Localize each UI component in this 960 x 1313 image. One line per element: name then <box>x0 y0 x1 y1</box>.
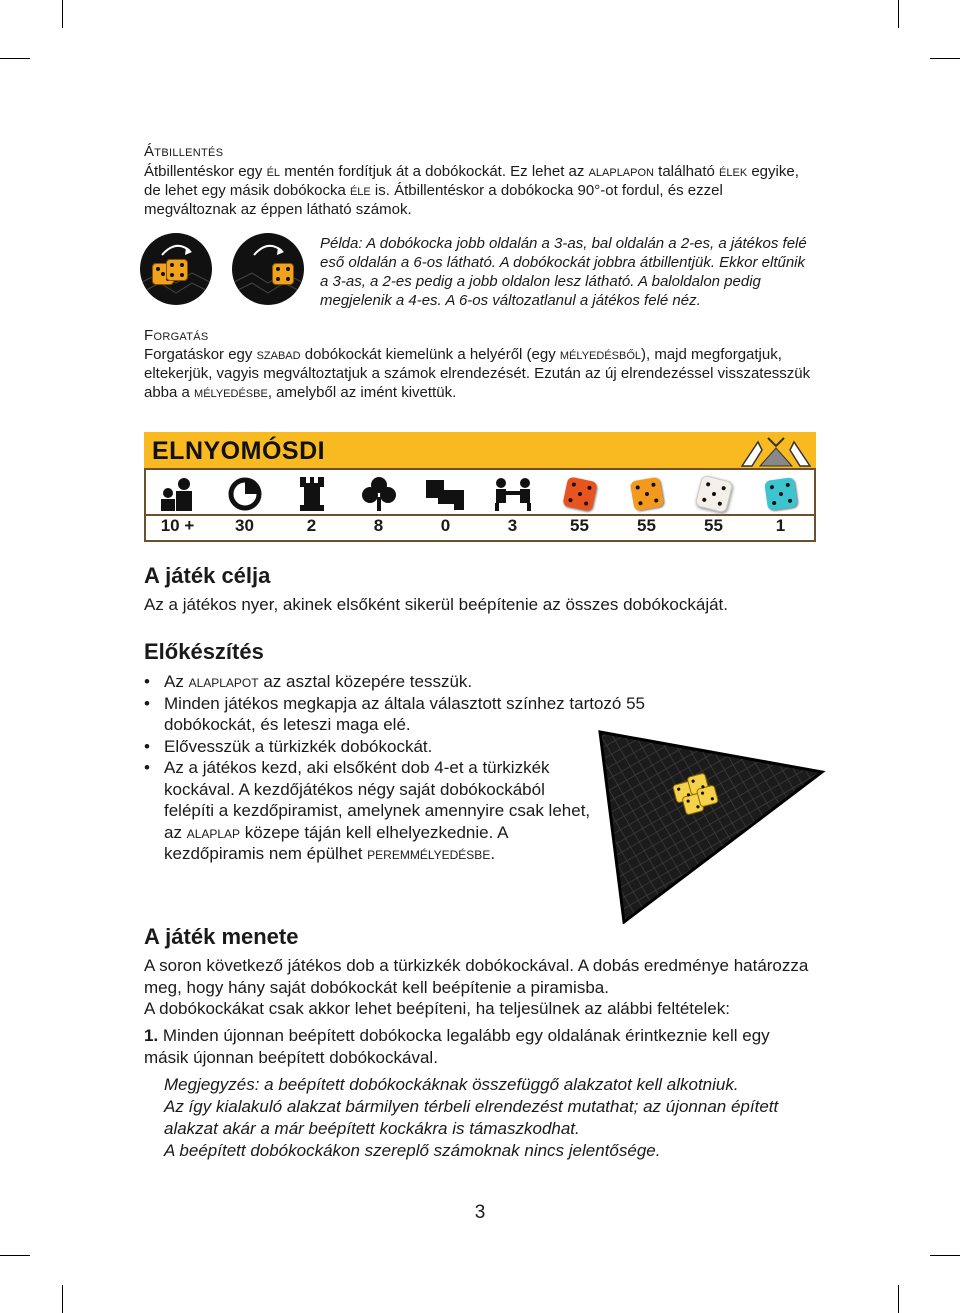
crop-mark <box>0 1255 30 1256</box>
tilt-before-illustration <box>140 233 212 305</box>
clock-icon <box>211 474 278 514</box>
crop-mark <box>62 1285 63 1313</box>
rotating-paragraph: Forgatáskor egy szabad dobókockát kiemelünk a helyéről (egy mélyedésből), majd megforgatjuk, eltekerjük, vagyis megváltoztatjuk a számok elrendezését. Ezután az új elrendezéssel visszatesszük abba a mélyedésbe, amelyből az imént kivettük. <box>144 346 811 401</box>
page-number: 3 <box>474 1202 486 1223</box>
note-block: Megjegyzés: a beépített dobókockáknak összefüggő alakzatot kell alkotniuk. Az így kialakuló alakzat bármilyen térbeli elrendezést mutathat; az újonnan épített alakzat akár a már beépített kockákra is támaszkodhat. A beépített dobókockákon szereplő számoknak nincs jelentősége. <box>164 1075 779 1160</box>
score-value: 8 <box>373 516 384 535</box>
flow-text-conditions: A dobókockákat csak akkor lehet beépíteni, ha teljesülnek az alábbi feltételek: <box>144 999 730 1018</box>
tower-icon <box>278 474 345 514</box>
list-item: • Az a játékos kezd, aki elsőként dob 4-et a türkizkék kockával. A kezdőjátékos négy saját dobókockából felépíti a kezdőpiramist, amelynek amennyire csak lehet, az alaplap közepe táján kell elhelyezkednie. A kezdőpiramis nem épülhet peremmélyedésbe. <box>144 757 594 865</box>
crop-mark <box>930 58 960 59</box>
section-heading-rotating: Forgatás <box>144 327 209 344</box>
orange-die-icon <box>613 474 680 514</box>
crop-mark <box>898 0 899 28</box>
score-value: 55 <box>637 516 656 535</box>
crop-mark <box>930 1255 960 1256</box>
tilting-example: Példa: A dobókocka jobb oldalán a 3-as, bal oldalán a 2-es, a játékos felé eső oldalán a 6-os látható. A dobókockát jobbra átbillentjük. Ekkor eltűnik a 3-as, a 2-es pedig a jobb oldalon lesz látható. A baloldalon pedig megjelenik a 4-es. A 6-os változatlanul a játékos felé néz. <box>320 235 807 309</box>
section-heading-flow: A játék menete <box>144 924 299 949</box>
pyramid-hand-icon <box>738 432 814 468</box>
section-heading-goal: A játék célja <box>144 563 271 588</box>
crop-mark <box>898 1285 899 1313</box>
score-value: 3 <box>507 516 518 535</box>
goal-text: Az a játékos nyer, akinek elsőként sikerül beépítenie az összes dobókockáját. <box>144 595 729 614</box>
list-item: • Elővesszük a türkizkék dobókockát. <box>144 736 664 758</box>
crop-mark <box>62 0 63 28</box>
list-item: • Az alaplapot az asztal közepére tesszük. <box>144 671 664 693</box>
section-heading-tilting: Átbillentés <box>144 143 224 160</box>
die-icon <box>272 263 294 285</box>
duel-icon <box>479 474 546 514</box>
rule-one: 1. Minden újonnan beépített dobókocka legalább egy oldalának érintkeznie kell egy másik újonnan beépített dobókockával. <box>144 1026 770 1067</box>
turquoise-die-icon <box>747 474 814 514</box>
score-value: 2 <box>306 516 317 535</box>
crop-mark <box>0 58 30 59</box>
list-item: • Minden játékos megkapja az általa választott színhez tartozó 55 dobókockát, és leteszi maga elé. <box>144 693 664 736</box>
red-die-icon <box>546 474 613 514</box>
score-value: 0 <box>440 516 451 535</box>
dice-hand-icon <box>412 474 479 514</box>
score-value: 55 <box>704 516 723 535</box>
score-value: 10 + <box>160 516 195 535</box>
score-value: 55 <box>570 516 589 535</box>
clover-icon <box>345 474 412 514</box>
score-value: 30 <box>235 516 254 535</box>
die-icon <box>166 259 188 281</box>
flow-text: A soron következő játékos dob a türkizkék dobókockával. A dobás eredménye határozza meg, hogy hány saját dobókockát kell beépítenie a piramisba. <box>144 956 809 997</box>
white-die-icon <box>680 474 747 514</box>
game-card-title: ELNYOMÓSDI <box>152 437 326 465</box>
board-illustration <box>596 728 826 924</box>
prep-list <box>144 671 664 865</box>
tilting-paragraph: Átbillentéskor egy él mentén fordítjuk át a dobókockát. Ez lehet az alaplapon található élek egyike, de lehet egy másik dobókocka éle is. Átbillentéskor a dobókocka 90°-ot fordul, és ezzel megváltoznak az éppen látható számok. <box>144 163 799 218</box>
players-icon <box>144 474 211 514</box>
section-heading-prep: Előkészítés <box>144 639 264 664</box>
tilt-after-illustration <box>232 233 304 305</box>
score-value: 1 <box>775 516 786 535</box>
